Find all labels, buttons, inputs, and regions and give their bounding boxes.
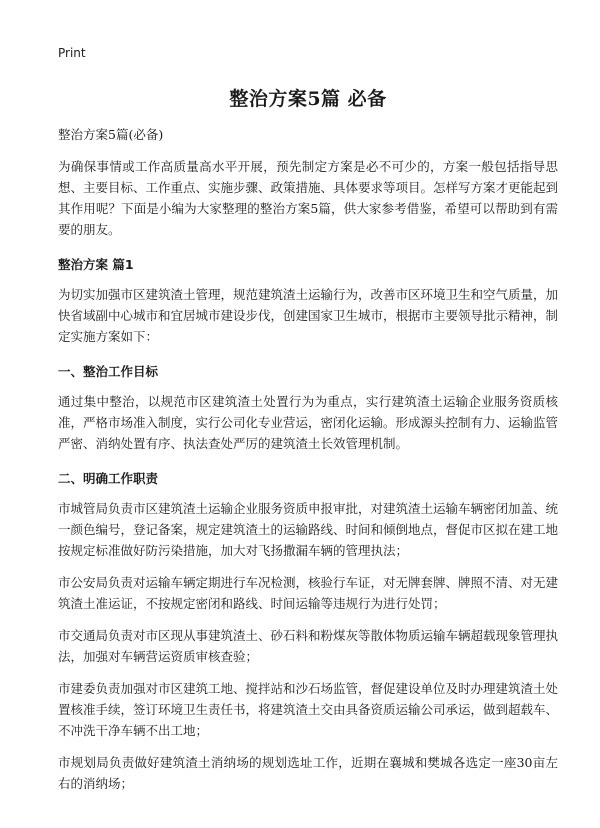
section-heading-1: 整治方案 篇1 bbox=[58, 257, 134, 272]
duty-paragraph-construction: 市建委负责加强对市区建筑工地、搅拌站和沙石场监管，督促建设单位及时办理建筑渣土处置核准手续，签订环境卫生责任书，将建筑渣土交由具备资质运输公司承运，做到超载车、不冲洗干净车辆不出工地； bbox=[58, 681, 559, 738]
section1-paragraph: 为切实加强市区建筑渣土管理，规范建筑渣土运输行为，改善市区环境卫生和空气质量，加快省域副中心城市和宜居城市建设步伐，创建国家卫生城市，根据市主要领导批示精神，制定实施方案如下： bbox=[58, 287, 559, 344]
intro-paragraph: 为确保事情或工作高质量高水平开展，预先制定方案是必不可少的，方案一般包括指导思想、主要目标、工作重点、实施步骤、政策措施、具体要求等项目。怎样写方案才更能起到其作用呢？下面是小编为大家整理的整治方案5篇，供大家参考借鉴，希望可以帮助到有需要的朋友。 bbox=[58, 159, 559, 237]
page-title: 整治方案5篇 必备 bbox=[229, 88, 387, 110]
print-link[interactable]: Print bbox=[58, 46, 86, 60]
duty-paragraph-planning: 市规划局负责做好建筑渣土消纳场的规划选址工作，近期在襄城和樊城各选定一座30亩左右的消纳场； bbox=[58, 755, 558, 791]
duty-paragraph-public-security: 市公安局负责对运输车辆定期进行车况检测，核验行车证，对无牌套牌、牌照不清、对无建筑渣土准运证，不按规定密闭和路线、时间运输等违规行为进行处罚； bbox=[58, 575, 559, 611]
document-content bbox=[58, 84, 558, 794]
duty-paragraph-city-management: 市城管局负责市区建筑渣土运输企业服务资质申报审批，对建筑渣土运输车辆密闭加盖、统一颜色编号，登记备案，规定建筑渣土的运输路线、时间和倾倒地点，督促市区拟在建工地按规定标准做好防污染措施，加大对飞扬撒漏车辆的管理执法； bbox=[58, 501, 559, 558]
document-subtitle: 整治方案5篇(必备) bbox=[58, 127, 164, 142]
duty-heading: 二、明确工作职责 bbox=[58, 471, 159, 486]
duty-paragraph-transport: 市交通局负责对市区现从事建筑渣土、砂石料和粉煤灰等散体物质运输车辆超载现象管理执法，加强对车辆营运资质审核查验； bbox=[58, 628, 559, 664]
goal-paragraph: 通过集中整治，以规范市区建筑渣土处置行为为重点，实行建筑渣土运输企业服务资质核准，严格市场准入制度，实行公司化专业营运，密闭化运输。形成源头控制有力、运输监管严密、消纳处置有序、执法查处严厉的建筑渣土长效管理机制。 bbox=[58, 394, 559, 451]
goal-heading: 一、整治工作目标 bbox=[58, 364, 159, 379]
